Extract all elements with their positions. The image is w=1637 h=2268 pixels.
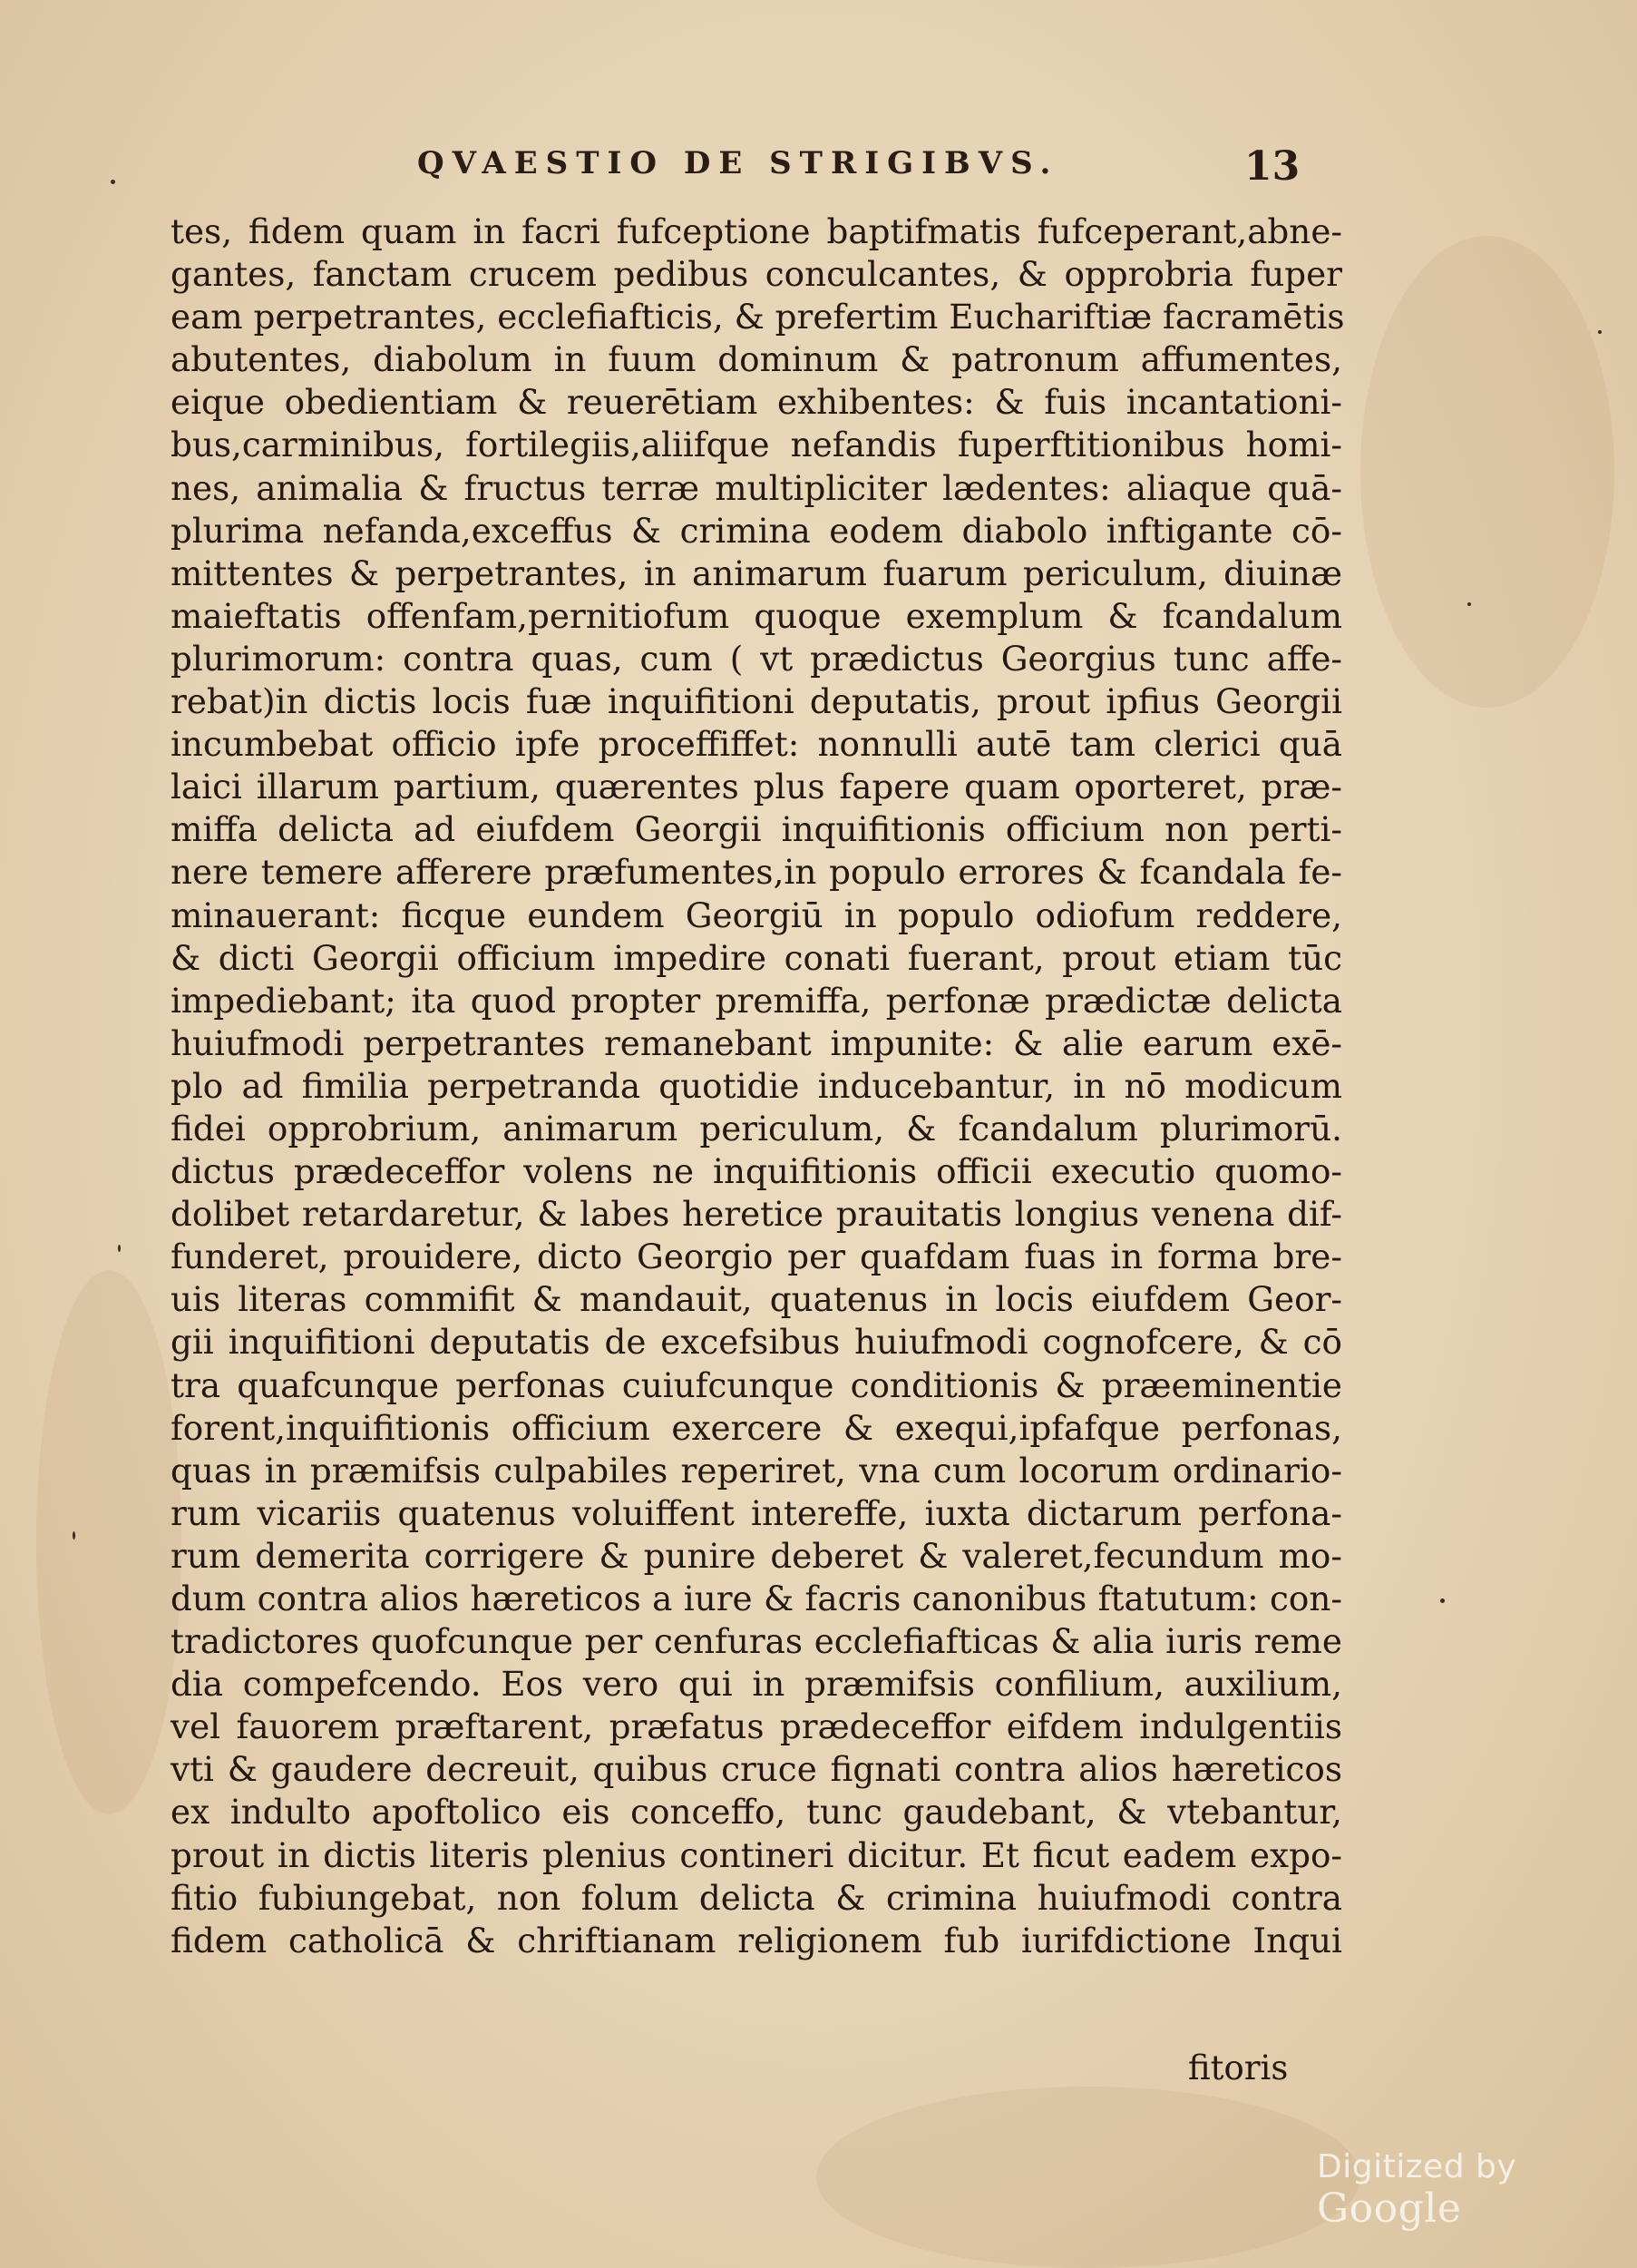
text-line: plo ad fimilia perpetranda quotidie inducebantur, in nō modicum <box>171 1065 1342 1106</box>
text-line: gii inquifitioni deputatis de excefsibus huiufmodi cognofcere, & cō <box>171 1322 1342 1363</box>
text-line: huiufmodi perpetrantes remanebant impunite: & alie earum exē- <box>171 1022 1342 1063</box>
text-line: eique obedientiam & reuerētiam exhibentes: & fuis incantationi- <box>171 382 1342 423</box>
paper-stain <box>816 2087 1360 2268</box>
ink-speck <box>73 1531 75 1540</box>
text-line: tradictores quofcunque per cenfuras ecclefiafticas & alia iuris reme <box>171 1621 1342 1662</box>
catchword: fitoris <box>1188 2048 1289 2087</box>
text-line: nes, animalia & fructus terræ multipliciter lædentes: aliaque quā- <box>171 467 1342 508</box>
text-line: rum vicariis quatenus voluiffent intereffe, iuxta dictarum perfona- <box>171 1492 1342 1533</box>
text-line: funderet, prouidere, dicto Georgio per quafdam fuas in forma bre- <box>171 1237 1342 1277</box>
text-line: nere temere afferere præfumentes,in populo errores & fcandala fe- <box>171 852 1342 893</box>
text-line: incumbebat officio ipfe proceffiffet: nonnulli autē tam clerici quā <box>171 724 1342 765</box>
text-line: minauerant: ficque eundem Georgiū in populo odiofum reddere, <box>171 894 1342 935</box>
page-number: 13 <box>1244 143 1301 190</box>
text-line: tes, fidem quam in facri fufceptione baptifmatis fufceperant,abne- <box>171 211 1342 251</box>
text-line: & dicti Georgii officium impedire conati fuerant, prout etiam tūc <box>171 937 1342 978</box>
text-line: plurima nefanda,exceffus & crimina eodem diabolo inftigante cō- <box>171 510 1342 551</box>
text-line: fidei opprobrium, animarum periculum, & fcandalum plurimorū. <box>171 1108 1342 1149</box>
text-line: fidem catholicā & chriftianam religionem fub iurifdictione Inqui <box>171 1920 1342 1960</box>
running-head: QVAESTIO DE STRIGIBVS. <box>417 145 1059 181</box>
watermark-prefix: Digitized by <box>1317 2148 1517 2185</box>
text-line: dia compefcendo. Eos vero qui in præmifsis confilium, auxilium, <box>171 1664 1342 1705</box>
text-line: laici illarum partium, quærentes plus fapere quam oporteret, præ- <box>171 767 1342 807</box>
text-line: miffa delicta ad eiufdem Georgii inquifitionis officium non perti- <box>171 809 1342 850</box>
text-line: plurimorum: contra quas, cum ( vt prædictus Georgius tunc affe- <box>171 638 1342 679</box>
text-line: bus,carminibus, fortilegiis,aliifque nefandis fuperftitionibus homi- <box>171 425 1342 465</box>
ink-speck <box>1440 1598 1445 1603</box>
text-line: abutentes, diabolum in fuum dominum & patronum affumentes, <box>171 339 1342 380</box>
text-line: ex indulto apoftolico eis conceffo, tunc gaudebant, & vtebantur, <box>171 1792 1342 1833</box>
text-line: prout in dictis literis plenius contineri dicitur. Et ficut eadem expo- <box>171 1834 1342 1875</box>
text-line: maieftatis offenfam,pernitiofum quoque exemplum & fcandalum <box>171 595 1342 636</box>
text-line: rebat)in dictis locis fuæ inquifitioni deputatis, prout ipfius Georgii <box>171 681 1342 722</box>
text-line: impediebant; ita quod propter premiffa, perfonæ prædictæ delicta <box>171 980 1342 1021</box>
text-line: dum contra alios hæreticos a iure & facris canonibus ftatutum: con- <box>171 1579 1342 1618</box>
ink-speck <box>1467 602 1471 606</box>
ink-speck <box>1598 330 1602 334</box>
text-line: forent,inquifitionis officium exercere & exequi,ipfafque perfonas, <box>171 1407 1342 1448</box>
ink-speck <box>111 180 115 184</box>
text-line: vti & gaudere decreuit, quibus cruce fignati contra alios hæreticos <box>171 1749 1342 1790</box>
text-line: quas in præmifsis culpabiles reperiret, vna cum locorum ordinario- <box>171 1450 1342 1491</box>
digitized-watermark <box>1317 2148 1637 2232</box>
text-line: uis literas commifit & mandauit, quatenus in locis eiufdem Geor- <box>171 1279 1342 1320</box>
paper-stain <box>36 1270 181 1814</box>
google-logo: Google <box>1317 2185 1462 2232</box>
text-line: dolibet retardaretur, & labes heretice prauitatis longius venena dif- <box>171 1194 1342 1235</box>
text-line: rum demerita corrigere & punire deberet & valeret,fecundum mo- <box>171 1535 1342 1576</box>
text-line: mittentes & perpetrantes, in animarum fuarum periculum, diuinæ <box>171 552 1342 593</box>
text-line: gantes, fanctam crucem pedibus conculcantes, & opprobria fuper <box>171 254 1342 295</box>
text-line: vel fauorem præftarent, præfatus prædeceffor eifdem indulgentiis <box>171 1706 1342 1747</box>
paper-stain <box>1360 236 1614 708</box>
text-line: tra quafcunque perfonas cuiufcunque conditionis & præeminentie <box>171 1364 1342 1405</box>
text-line: eam perpetrantes, ecclefiafticis, & prefertim Euchariftiæ facramētis <box>171 297 1345 337</box>
text-line: dictus prædeceffor volens ne inquifitionis officii executio quomo- <box>171 1151 1342 1192</box>
ink-speck <box>118 1245 121 1252</box>
main-text <box>171 210 1345 1962</box>
text-line: fitio fubiungebat, non folum delicta & crimina huiufmodi contra <box>171 1877 1342 1918</box>
